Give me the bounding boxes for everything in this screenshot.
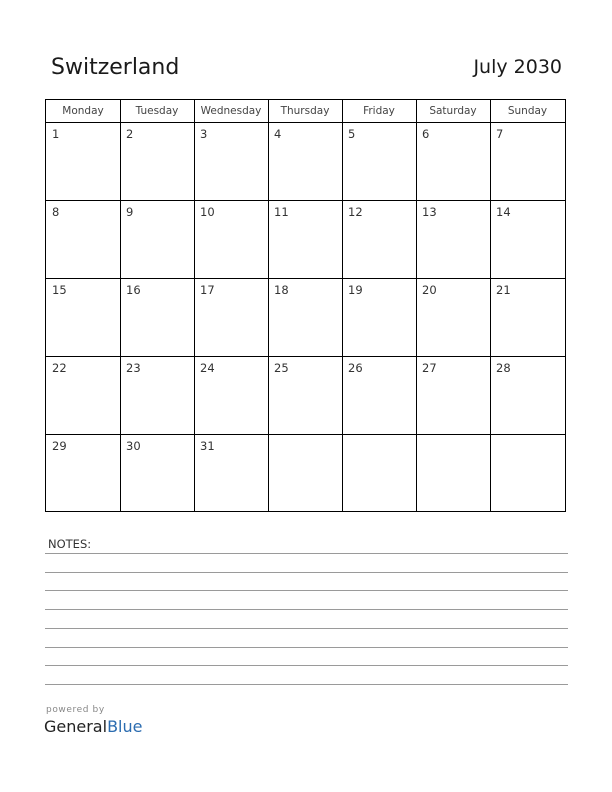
day-number: 25 bbox=[274, 361, 289, 375]
day-number: 2 bbox=[126, 127, 134, 141]
grid-column-divider bbox=[490, 100, 491, 511]
day-cell[interactable] bbox=[46, 357, 120, 435]
day-cell[interactable] bbox=[268, 279, 342, 357]
note-line bbox=[45, 665, 568, 666]
day-cell[interactable] bbox=[120, 279, 194, 357]
day-cell[interactable] bbox=[490, 201, 565, 279]
day-cell[interactable] bbox=[46, 201, 120, 279]
day-cell[interactable] bbox=[490, 279, 565, 357]
day-cell[interactable] bbox=[120, 357, 194, 435]
day-cell[interactable] bbox=[46, 435, 120, 513]
day-cell[interactable] bbox=[268, 123, 342, 201]
calendar-grid bbox=[45, 99, 566, 512]
day-cell[interactable] bbox=[490, 435, 565, 513]
day-cell[interactable] bbox=[416, 123, 490, 201]
generalblue-logo[interactable] bbox=[44, 717, 142, 736]
day-cell[interactable] bbox=[416, 435, 490, 513]
weekday-header-row bbox=[46, 100, 565, 123]
day-cell[interactable] bbox=[268, 201, 342, 279]
grid-column-divider bbox=[194, 100, 195, 511]
grid-row-divider bbox=[46, 200, 565, 201]
day-number: 3 bbox=[200, 127, 208, 141]
notes-label: NOTES: bbox=[48, 537, 92, 551]
note-line bbox=[45, 572, 568, 573]
day-cell[interactable] bbox=[194, 279, 268, 357]
day-cell[interactable] bbox=[120, 201, 194, 279]
day-cell[interactable] bbox=[342, 279, 416, 357]
grid-row-divider bbox=[46, 434, 565, 435]
day-number: 24 bbox=[200, 361, 215, 375]
day-cell[interactable] bbox=[490, 357, 565, 435]
calendar-month-title: July 2030 bbox=[473, 56, 562, 78]
day-cell[interactable] bbox=[342, 201, 416, 279]
day-cell[interactable] bbox=[490, 123, 565, 201]
note-line bbox=[45, 553, 568, 554]
note-line bbox=[45, 609, 568, 610]
grid-column-divider bbox=[342, 100, 343, 511]
day-cell[interactable] bbox=[46, 123, 120, 201]
day-number: 28 bbox=[496, 361, 511, 375]
weekday-thursday: Thursday bbox=[280, 105, 330, 117]
day-cell[interactable] bbox=[194, 123, 268, 201]
day-cell[interactable] bbox=[416, 279, 490, 357]
day-number: 10 bbox=[200, 205, 215, 219]
day-number: 27 bbox=[422, 361, 437, 375]
day-number: 29 bbox=[52, 439, 67, 453]
day-number: 13 bbox=[422, 205, 437, 219]
weekday-monday: Monday bbox=[62, 105, 104, 117]
note-line bbox=[45, 684, 568, 685]
day-number: 20 bbox=[422, 283, 437, 297]
day-number: 26 bbox=[348, 361, 363, 375]
note-line bbox=[45, 590, 568, 591]
grid-row-divider bbox=[46, 278, 565, 279]
note-line bbox=[45, 628, 568, 629]
grid-column-divider bbox=[120, 100, 121, 511]
day-cell[interactable] bbox=[416, 201, 490, 279]
day-number: 16 bbox=[126, 283, 141, 297]
day-number: 18 bbox=[274, 283, 289, 297]
day-number: 15 bbox=[52, 283, 67, 297]
weekday-sunday: Sunday bbox=[507, 105, 548, 117]
day-number: 22 bbox=[52, 361, 67, 375]
weekday-friday: Friday bbox=[363, 105, 395, 117]
day-number: 1 bbox=[52, 127, 60, 141]
day-number: 19 bbox=[348, 283, 363, 297]
day-number: 8 bbox=[52, 205, 60, 219]
brand-general-text: General bbox=[44, 717, 108, 736]
grid-column-divider bbox=[268, 100, 269, 511]
day-cell[interactable] bbox=[120, 435, 194, 513]
day-cell[interactable] bbox=[120, 123, 194, 201]
day-cell[interactable] bbox=[194, 435, 268, 513]
day-number: 4 bbox=[274, 127, 282, 141]
day-cell[interactable] bbox=[342, 123, 416, 201]
day-number: 31 bbox=[200, 439, 215, 453]
day-number: 23 bbox=[126, 361, 141, 375]
day-number: 12 bbox=[348, 205, 363, 219]
day-cell[interactable] bbox=[342, 357, 416, 435]
weekday-saturday: Saturday bbox=[429, 105, 477, 117]
day-number: 21 bbox=[496, 283, 511, 297]
day-number: 5 bbox=[348, 127, 356, 141]
powered-by-text: powered by bbox=[46, 705, 105, 715]
day-cell[interactable] bbox=[46, 279, 120, 357]
day-number: 17 bbox=[200, 283, 215, 297]
weekday-tuesday: Tuesday bbox=[135, 105, 179, 117]
day-cell[interactable] bbox=[268, 357, 342, 435]
day-number: 6 bbox=[422, 127, 430, 141]
day-number: 9 bbox=[126, 205, 134, 219]
grid-row-divider bbox=[46, 356, 565, 357]
day-number: 14 bbox=[496, 205, 511, 219]
weekday-wednesday: Wednesday bbox=[200, 105, 262, 117]
day-cell[interactable] bbox=[194, 357, 268, 435]
day-number: 7 bbox=[496, 127, 504, 141]
day-cell[interactable] bbox=[416, 357, 490, 435]
brand-blue-text: Blue bbox=[107, 717, 143, 736]
day-cell[interactable] bbox=[268, 435, 342, 513]
day-number: 30 bbox=[126, 439, 141, 453]
note-line bbox=[45, 647, 568, 648]
day-number: 11 bbox=[274, 205, 289, 219]
grid-column-divider bbox=[416, 100, 417, 511]
day-cell[interactable] bbox=[342, 435, 416, 513]
day-cell[interactable] bbox=[194, 201, 268, 279]
calendar-country-title: Switzerland bbox=[51, 55, 180, 80]
